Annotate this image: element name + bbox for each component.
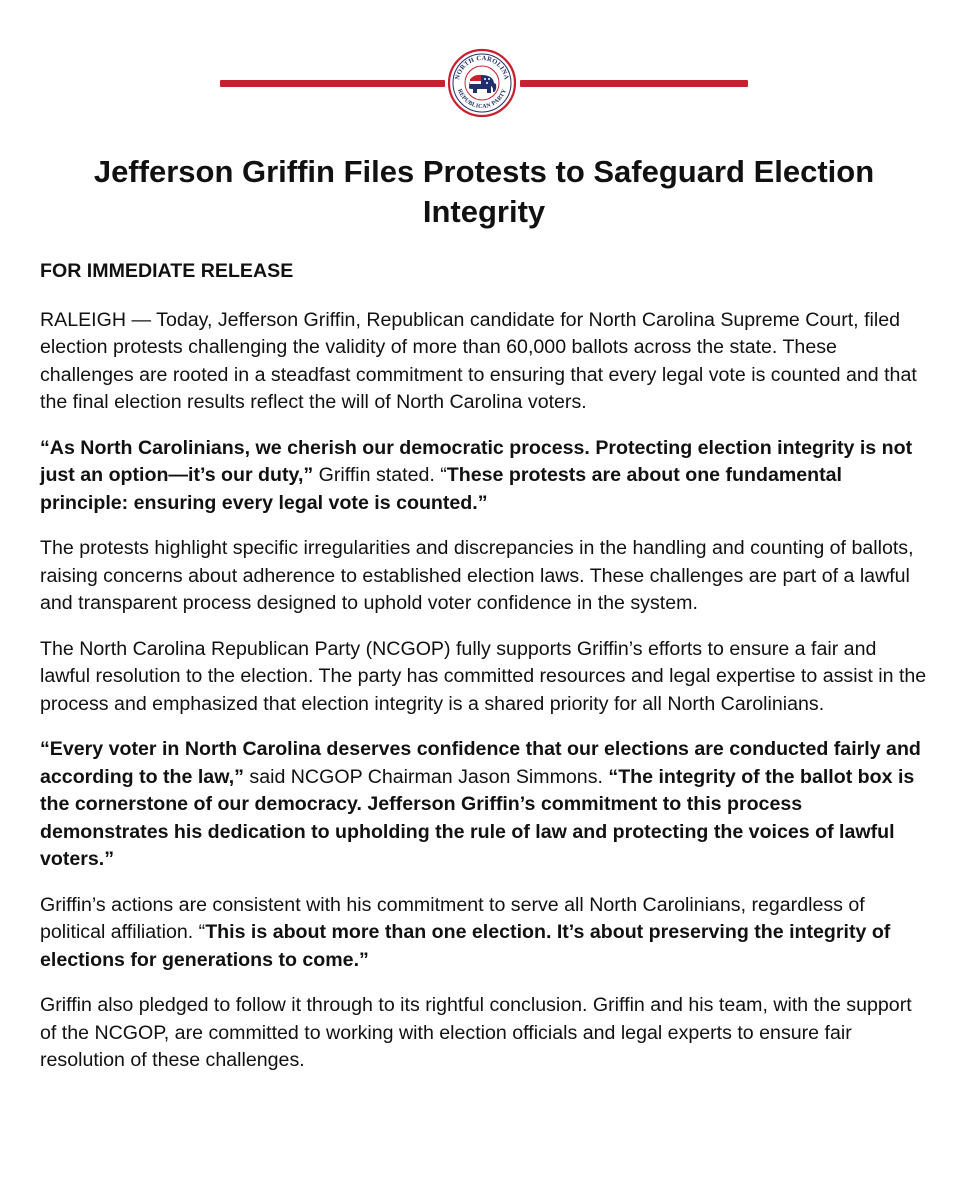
commitment-quote: This is about more than one election. It’s about preserving the integrity of elections for generations to come.” bbox=[40, 921, 891, 971]
paragraph-simmons-quote bbox=[40, 736, 930, 874]
quote-attribution: Griffin stated. “ bbox=[313, 464, 447, 486]
paragraph-griffin-quote bbox=[40, 435, 930, 518]
press-release-body bbox=[40, 258, 930, 1093]
paragraph-irregularities: The protests highlight specific irregularities and discrepancies in the handling and counting of ballots, raising concerns about adherence to established election laws. These challenges are part of a lawful and transparent process designed to uphold voter confidence in the system. bbox=[40, 537, 914, 614]
right-red-rule bbox=[520, 80, 748, 87]
paragraph-conclusion: Griffin also pledged to follow it through to its rightful conclusion. Griffin and his team, with the support of the NCGOP, are committed to working with election officials and legal experts to ensure fair resolution of these challenges. bbox=[40, 994, 912, 1071]
left-red-rule bbox=[220, 80, 445, 87]
quote-bold-2: These protests are about one fundamental principle: ensuring every legal vote is counted.” bbox=[40, 464, 842, 514]
simmons-quote-bold-1: “Every voter in North Carolina deserves confidence that our elections are conducted fairly and according to the law,” bbox=[40, 738, 921, 788]
simmons-attribution: said NCGOP Chairman Jason Simmons. bbox=[243, 765, 609, 788]
header-banner bbox=[0, 48, 968, 120]
commitment-text: Griffin’s actions are consistent with his commitment to serve all North Carolinians, regardless of political affiliation. “ bbox=[40, 893, 865, 943]
release-label: FOR IMMEDIATE RELEASE bbox=[40, 260, 294, 282]
paragraph-ncgop-support: The North Carolina Republican Party (NCGOP) fully supports Griffin’s efforts to ensure a fair and lawful resolution to the election. The party has committed resources and legal expertise to assist in the process and emphasized that election integrity is a shared priority for all North Carolinians. bbox=[40, 637, 927, 715]
ncgop-seal-logo bbox=[447, 48, 517, 118]
paragraph-intro: RALEIGH — Today, Jefferson Griffin, Republican candidate for North Carolina Supreme Court, filed election protests challenging the validity of more than 60,000 ballots across the state. These challenges are rooted in a steadfast commitment to ensuring that every legal vote is counted and that the final election results reflect the will of North Carolina voters. bbox=[40, 308, 917, 413]
simmons-quote-bold-2: “The integrity of the ballot box is the cornerstone of our democracy. Jefferson Griffin’s commitment to this process demonstrates his dedication to upholding the rule of law and protecting the voices of lawful voters.” bbox=[40, 765, 915, 870]
svg-text:REPUBLICAN PARTY: REPUBLICAN PARTY bbox=[455, 88, 509, 111]
quote-bold-1: “As North Carolinians, we cherish our democratic process. Protecting election integrity is not just an option—it’s our duty,” bbox=[40, 436, 913, 486]
paragraph-commitment bbox=[40, 892, 930, 975]
press-release-title: Jefferson Griffin Files Protests to Safeguard Election Integrity bbox=[93, 154, 875, 229]
svg-text:NORTH CAROLINA: NORTH CAROLINA bbox=[454, 54, 510, 81]
